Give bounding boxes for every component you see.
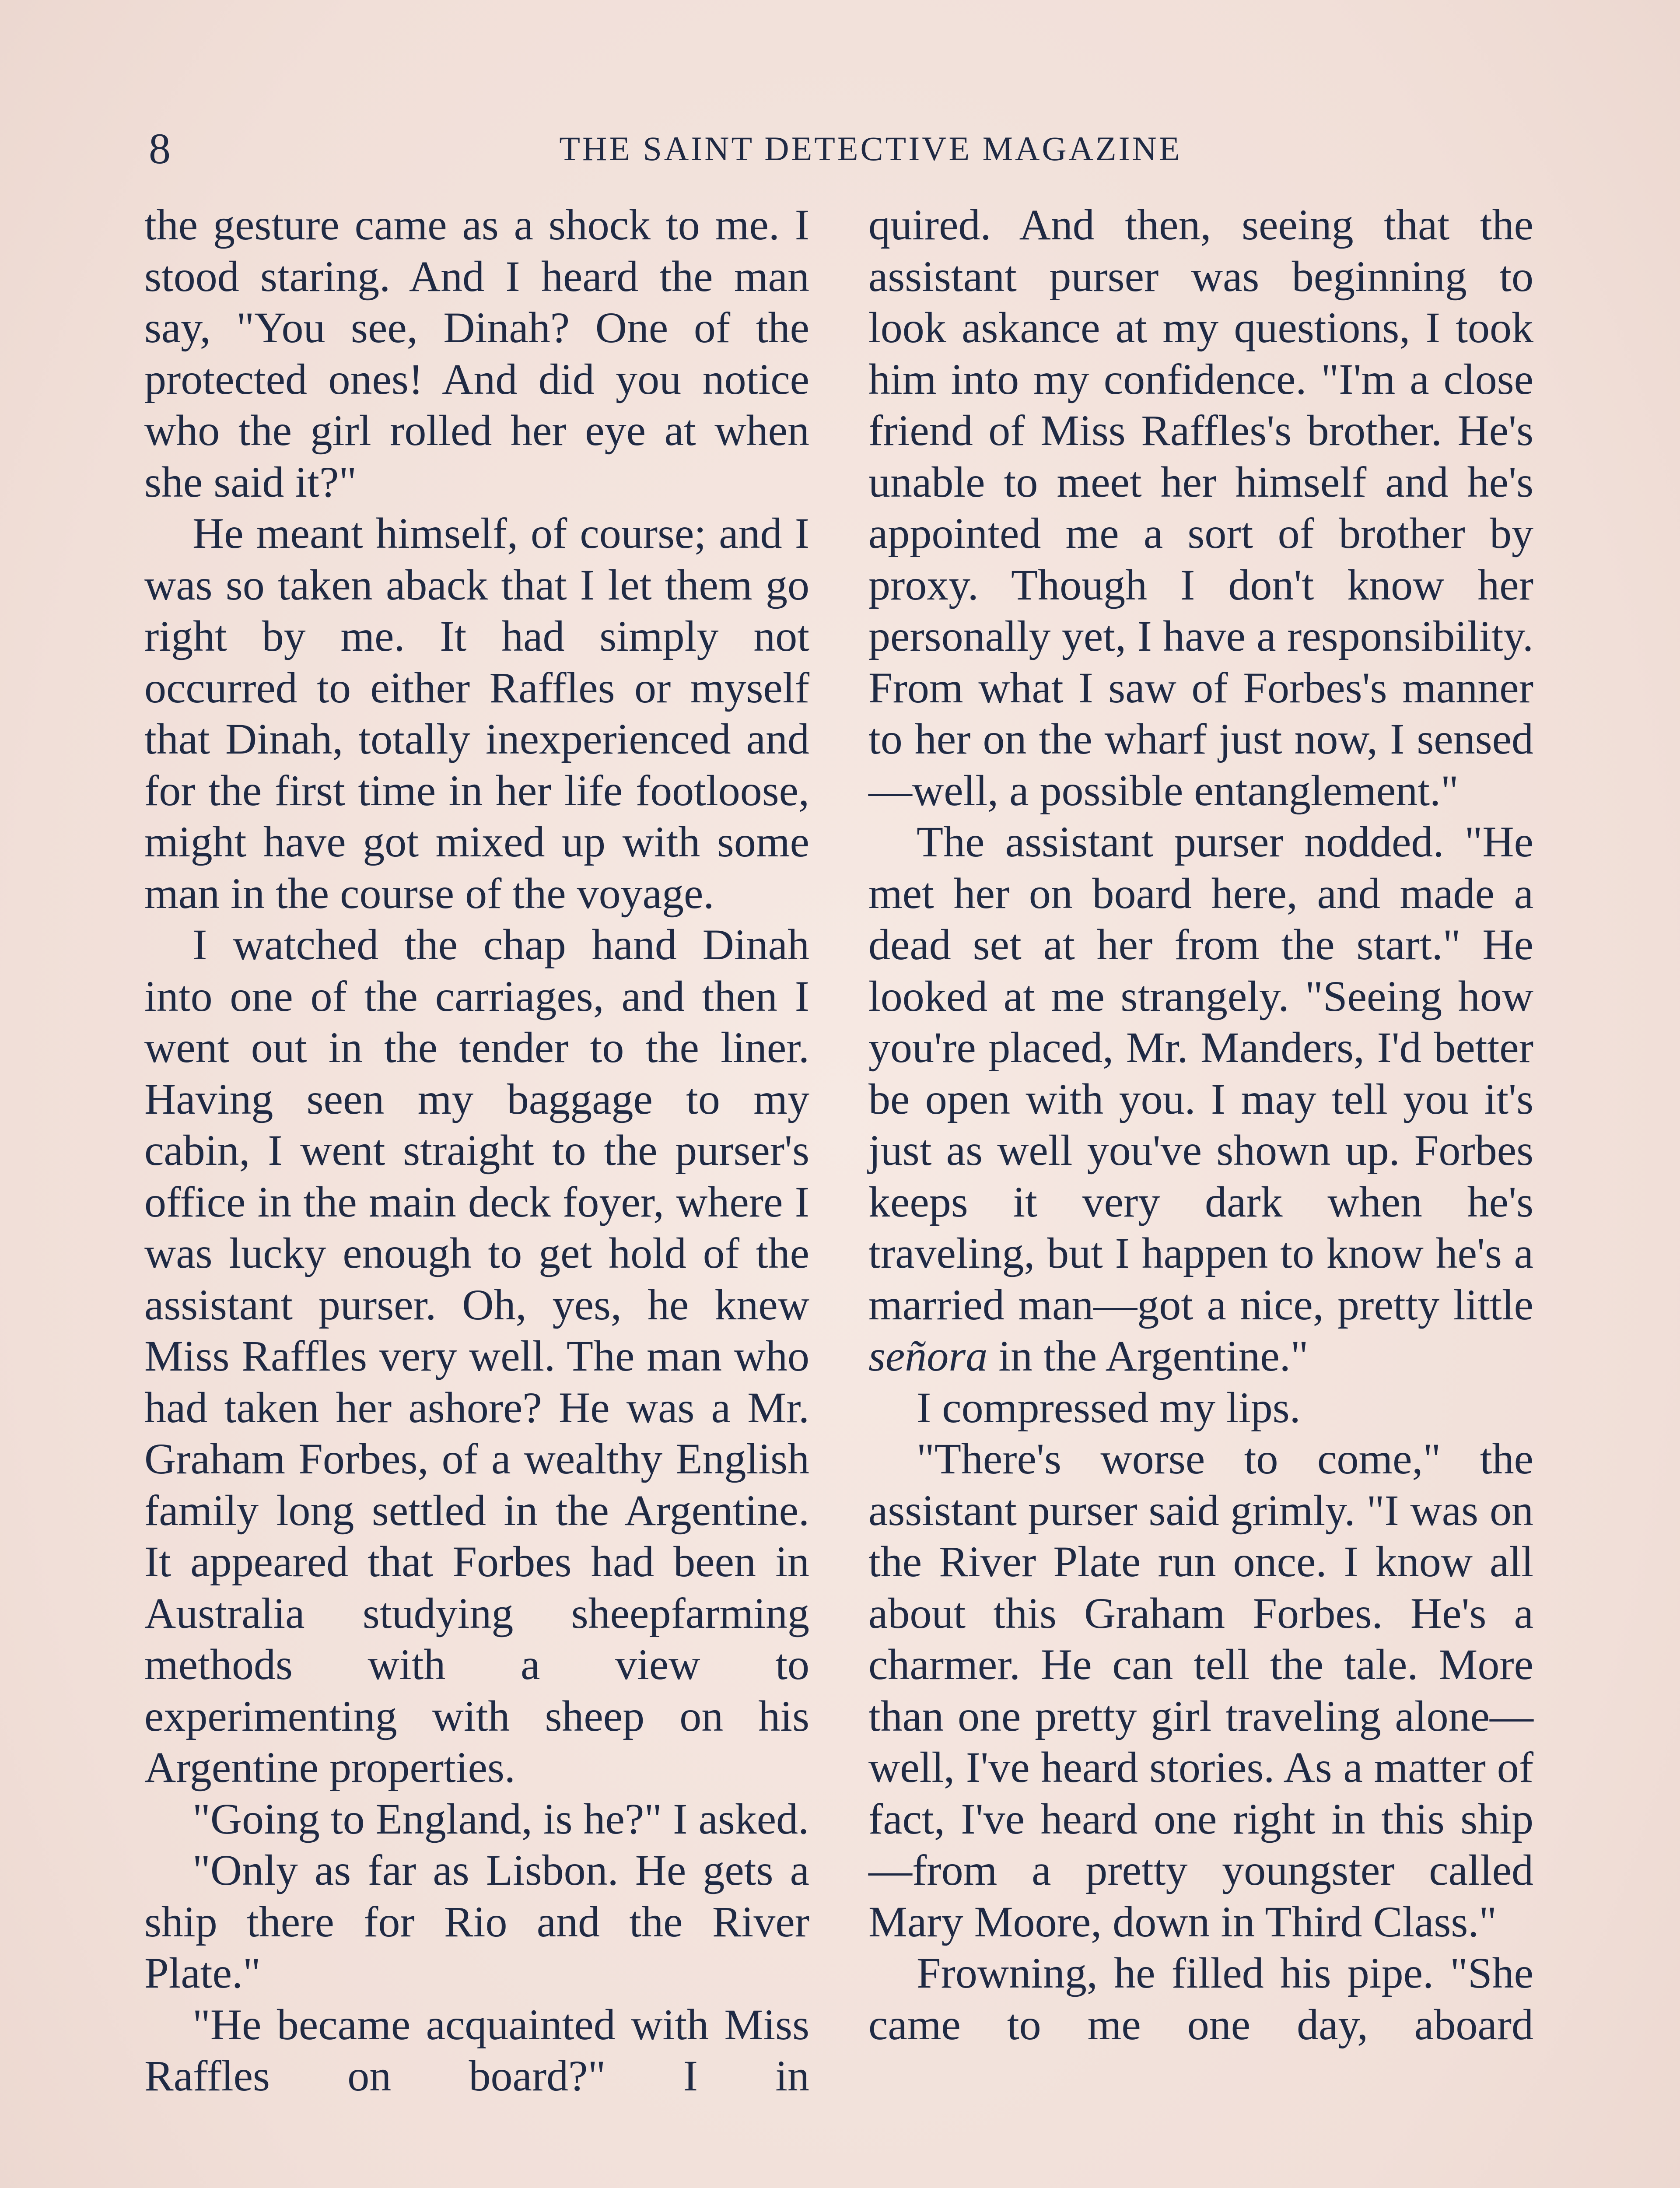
paragraph: I compressed my lips. (917, 1383, 1301, 1432)
paragraph: I watched the chap hand Dinah into one of the carriages, and then I went out in the tender to the liner. Having seen my baggage to my cabin, I went straight to the purser's office in the main deck foyer, where I was lucky enough to get hold of the assistant purser. Oh, yes, he knew Miss Raffles very well. The man who had taken her ashore? He was a Mr. Graham Forbes, of a wealthy English family long settled in the Argentine. It appeared that Forbes had been in Australia studying sheepfarming methods with a view to experimenting with sheep on his Argentine properties. (144, 920, 809, 1792)
paragraph: "He became acquainted with Miss Raffles on board?" I in (144, 2000, 809, 2100)
running-head (144, 118, 1544, 179)
page-number: 8 (149, 124, 171, 173)
magazine-title: THE SAINT DETECTIVE MAGAZINE (559, 130, 1182, 168)
italic-word: señora (868, 1332, 988, 1380)
paragraph: the gesture came as a shock to me. I stood staring. And I heard the man say, "You see, Dinah? One of the protected ones! And did you notice who the girl rolled her eye at when she said it?" (144, 200, 809, 506)
paragraph: quired. And then, seeing that the assistant purser was beginning to look askance at my questions, I took him into my confidence. "I'm a close friend of Miss Raffles's brother. He's unable to meet her himself and he's appointed me a sort of brother by proxy. Though I don't know her personally yet, I have a responsibility. From what I saw of Forbes's manner to her on the wharf just now, I sensed—well, a possible entanglement." (868, 200, 1533, 815)
paragraph: Frowning, he filled his pipe. "She came to me one day, aboard (868, 1949, 1533, 2049)
paragraph: "Only as far as Lisbon. He gets a ship there for Rio and the River Plate." (144, 1846, 809, 1997)
paragraph-text-end: in the Argentine." (987, 1332, 1309, 1380)
paragraph: "There's worse to come," the assistant purser said grimly. "I was on the River Plate run once. I know all about this Graham Forbes. He's a charmer. He can tell the tale. More than one pretty girl traveling alone—well, I've heard stories. As a matter of fact, I've heard one right in this ship—from a pretty youngster called Mary Moore, down in Third Class." (868, 1434, 1533, 1946)
paragraph (868, 816, 1533, 1382)
paragraph: He meant himself, of course; and I was so taken aback that I let them go right by me. It had simply not occurred to either Raffles or myself that Dinah, totally inexperienced and for the first time in her life footloose, might have got mixed up with some man in the course of the voyage. (144, 509, 809, 918)
paragraph-text: The assistant purser nodded. "He met her on board here, and made a dead set at her from the start." He looked at me strangely. "Seeing how you're placed, Mr. Manders, I'd better be open with you. I may tell you it's just as well you've shown up. Forbes keeps it very dark when he's traveling, but I happen to know he's a married man—got a nice, pretty little (868, 817, 1533, 1329)
paragraph: "Going to England, is he?" I asked. (192, 1794, 809, 1843)
right-column (868, 199, 1533, 2050)
left-column (144, 199, 809, 2102)
